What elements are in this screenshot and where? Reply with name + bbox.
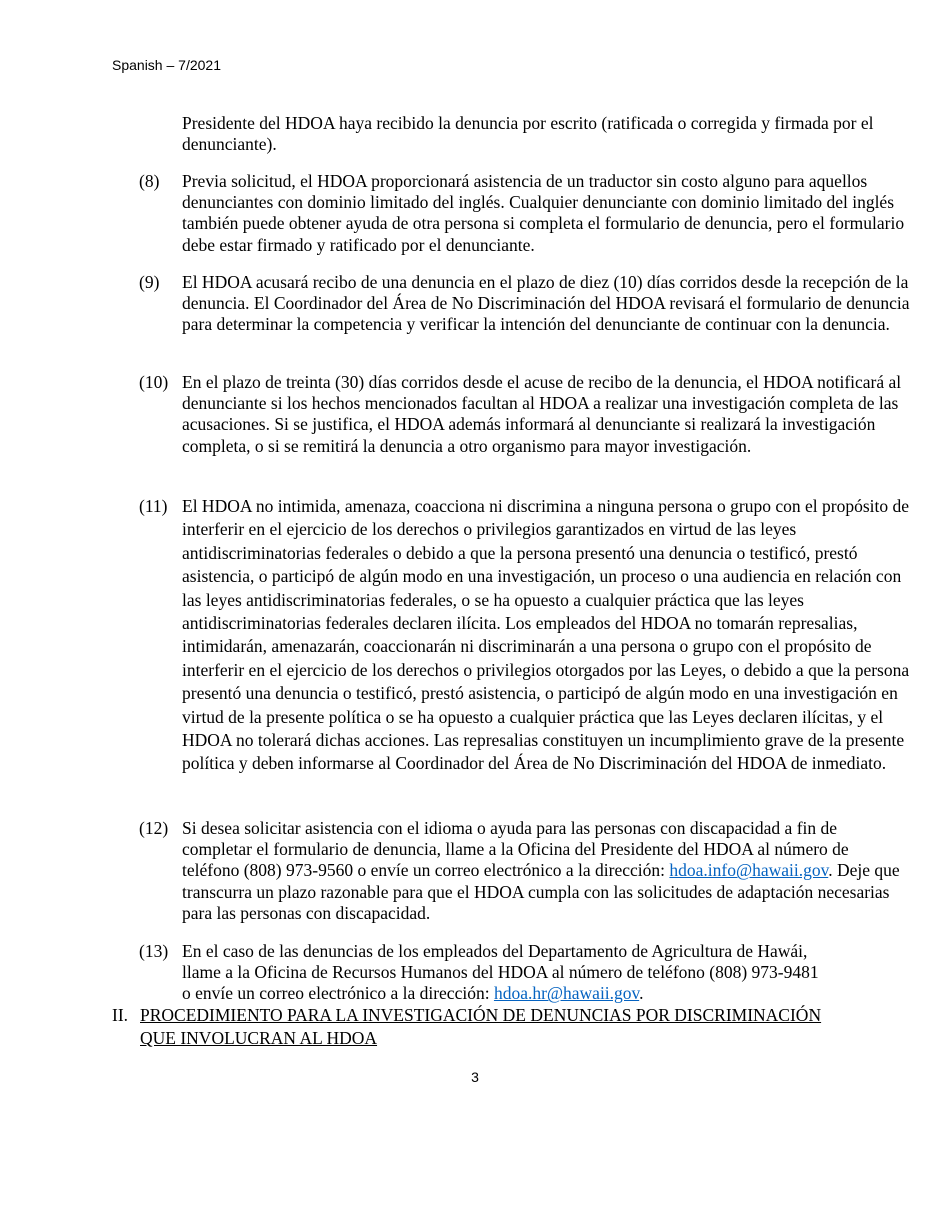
section-number: II. — [112, 1005, 129, 1025]
list-item-text: El HDOA acusará recibo de una denuncia en el plazo de diez (10) días corridos desde la recepción de la denuncia. El Coordinador del Área de No Discriminación del HDOA revisará el formulario de denuncia para determinar la competencia y verificar la intención del denunciante de continuar con la denuncia. — [182, 272, 910, 335]
list-item-number: (11) — [139, 496, 168, 516]
page-header: Spanish – 7/2021 — [112, 57, 221, 73]
list-item-text — [182, 941, 822, 1005]
list-item-number: (8) — [139, 171, 160, 191]
list-item-text: El HDOA no intimida, amenaza, coacciona ni discrimina a ninguna persona o grupo con el propósito de interferir en el ejercicio de los derechos o privilegios garantizados en virtud de las leyes antidiscriminatorias federales o debido a que la persona presentó una denuncia o testificó, prestó asistencia, o participó de algún modo en una investigación, un proceso o una audiencia en relación con las leyes antidiscriminatorias federales, o se ha opuesto a cualquier práctica que las leyes antidiscriminatorias federales declaren ilícita. Los empleados del HDOA no tomarán represalias, intimidarán, amenazarán, coaccionarán ni discriminarán a una persona o grupo con el propósito de interferir en el ejercicio de los derechos o privilegios otorgados por las Leyes, o debido a que la persona presentó una denuncia o testificó, prestó asistencia, o participó de algún modo en una investigación en virtud de la presente política o se ha opuesto a cualquier práctica que las Leyes declaren ilícitas, y el HDOA no tolerará dichas acciones. Las represalias constituyen un incumplimiento grave de la presente política y deben informarse al Coordinador del Área de No Discriminación del HDOA de inmediato. — [182, 496, 910, 774]
list-item-text-part: . Deje que transcurra un plazo razonable para que el HDOA cumpla con las solicitudes de adaptación necesarias para las personas con discapacidad. — [182, 860, 900, 923]
section-title: PROCEDIMIENTO PARA LA INVESTIGACIÓN DE DENUNCIAS POR DISCRIMINACIÓN QUE INVOLUCRAN AL HDOA — [140, 1005, 822, 1048]
list-item-text-part: . — [639, 983, 644, 1004]
list-item-number: (10) — [139, 372, 169, 392]
page-number: 3 — [471, 1069, 479, 1085]
list-item-number: (13) — [139, 941, 169, 961]
continuation-paragraph: Presidente del HDOA haya recibido la denuncia por escrito (ratificada o corregida y firmada por el denunciante). — [182, 113, 874, 155]
email-link-hr[interactable]: hdoa.hr@hawaii.gov — [493, 983, 640, 1004]
list-item-text-part: En el caso de las denuncias de los empleados del Departamento de Agricultura de Hawái, llame a la Oficina de Recursos Humanos del HDOA al número de teléfono (808) 973-9481 o envíe un correo electrónico a la dirección: — [182, 941, 819, 1004]
list-item-text-part: Si desea solicitar asistencia con el idioma o ayuda para las personas con discapacidad a fin de completar el formulario de denuncia, llame a la Oficina del Presidente del HDOA al número de teléfono (808) 973-9560 o envíe un correo electrónico a la dirección: — [182, 818, 849, 881]
list-item-text — [182, 818, 910, 924]
list-item-text: Previa solicitud, el HDOA proporcionará asistencia de un traductor sin costo alguno para aquellos denunciantes con dominio limitado del inglés. Cualquier denunciante con dominio limitado del inglés también puede obtener ayuda de otra persona si completa el formulario de denuncia, pero el formulario debe estar firmado y ratificado por el denunciante. — [182, 171, 905, 255]
list-item-number: (9) — [139, 272, 160, 292]
list-item-text: En el plazo de treinta (30) días corridos desde el acuse de recibo de la denuncia, el HDOA notificará al denunciante si los hechos mencionados facultan al HDOA a realizar una investigación completa de las acusaciones. Si se justifica, el HDOA además informará al denunciante si realizará la investigación completa, o si se remitirá la denuncia a otro organismo para mayor investigación. — [182, 372, 902, 456]
list-item-number: (12) — [139, 818, 169, 838]
email-link-info[interactable]: hdoa.info@hawaii.gov — [669, 860, 829, 881]
